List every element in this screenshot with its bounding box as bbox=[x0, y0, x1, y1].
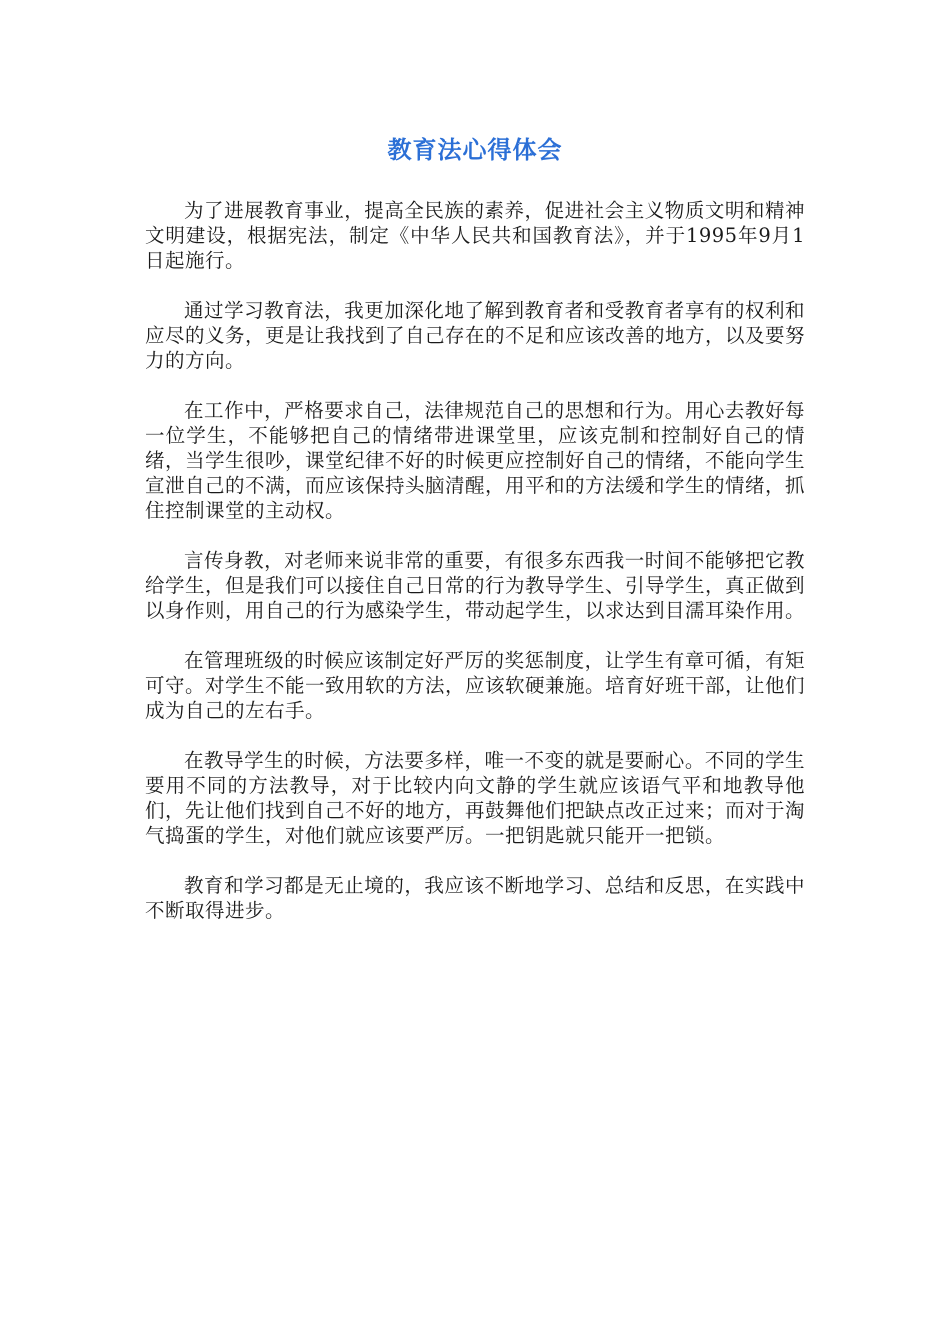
paragraph-4: 言传身教，对老师来说非常的重要，有很多东西我一时间不能够把它教给学生，但是我们可以接住自己日常的行为教导学生、引导学生，真正做到以身作则，用自己的行为感染学生，带动起学生，以求达到目濡耳染作用。 bbox=[145, 549, 806, 622]
document-body bbox=[145, 198, 805, 948]
paragraph-7: 教育和学习都是无止境的，我应该不断地学习、总结和反思，在实践中不断取得进步。 bbox=[145, 874, 805, 922]
paragraph-3: 在工作中，严格要求自己，法律规范自己的思想和行为。用心去教好每一位学生，不能够把自己的情绪带进课堂里，应该克制和控制好自己的情绪，当学生很吵，课堂纪律不好的时候更应控制好自己的情绪，不能向学生宣泄自己的不满，而应该保持头脑清醒，用平和的方法缓和学生的情绪，抓住控制课堂的主动权。 bbox=[145, 399, 806, 522]
paragraph-5: 在管理班级的时候应该制定好严厉的奖惩制度，让学生有章可循，有矩可守。对学生不能一致用软的方法，应该软硬兼施。培育好班干部，让他们成为自己的左右手。 bbox=[145, 649, 806, 722]
paragraph-2: 通过学习教育法，我更加深化地了解到教育者和受教育者享有的权利和应尽的义务，更是让我找到了自己存在的不足和应该改善的地方，以及要努力的方向。 bbox=[145, 299, 806, 372]
document-title: 教育法心得体会 bbox=[387, 136, 563, 164]
paragraph-6: 在教导学生的时候，方法要多样，唯一不变的就是要耐心。不同的学生要用不同的方法教导，对于比较内向文静的学生就应该语气平和地教导他们，先让他们找到自己不好的地方，再鼓舞他们把缺点改正过来；而对于淘气捣蛋的学生，对他们就应该要严厉。一把钥匙就只能开一把锁。 bbox=[145, 749, 806, 847]
paragraph-1: 为了进展教育事业，提高全民族的素养，促进社会主义物质文明和精神文明建设，根据宪法，制定《中华人民共和国教育法》，并于1995年9月1日起施行。 bbox=[145, 199, 805, 272]
